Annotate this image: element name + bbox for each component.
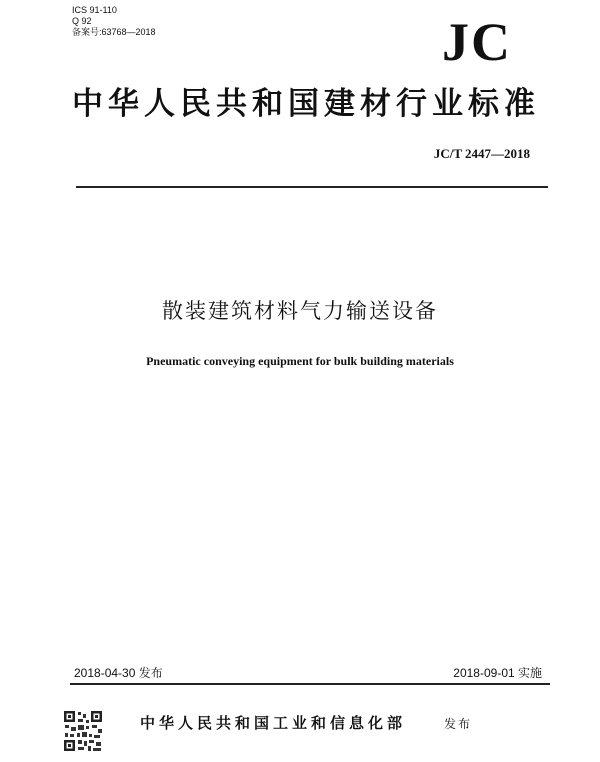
- jc-logo: JC: [442, 12, 512, 72]
- implementation-date: 2018-09-01 实施: [453, 666, 542, 680]
- issuer-name: 中华人民共和国工业和信息化部: [140, 714, 407, 732]
- record-number: 备案号:63768—2018: [72, 27, 156, 37]
- header-divider: [76, 186, 548, 188]
- ics-code: ICS 91-110: [72, 5, 117, 15]
- qr-code-icon: [62, 708, 104, 754]
- issue-date: 2018-04-30 发布: [74, 666, 163, 680]
- document-title-en: Pneumatic conveying equipment for bulk building materials: [146, 354, 454, 368]
- standard-number: JC/T 2447—2018: [433, 146, 530, 161]
- footer-divider: [70, 683, 550, 685]
- document-title-cn: 散装建筑材料气力输送设备: [162, 299, 438, 323]
- standard-title: 中华人民共和国建材行业标准: [72, 86, 540, 122]
- issuer-suffix: 发布: [444, 717, 473, 731]
- ccs-code: Q 92: [72, 16, 92, 26]
